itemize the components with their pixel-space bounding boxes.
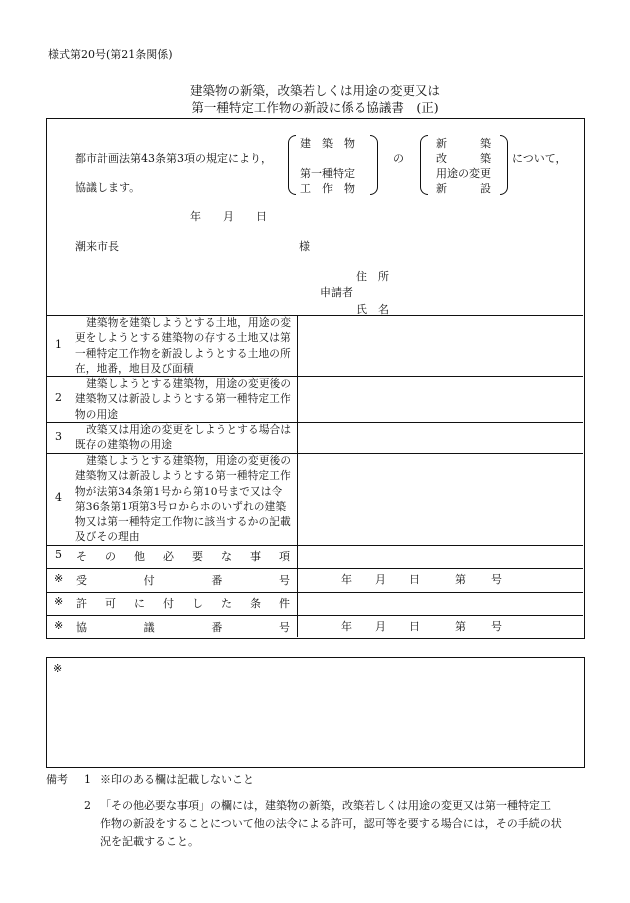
form-number: 様式第20号(第21条関係) (48, 48, 173, 61)
consult-no-label: 協 議 番 号 (76, 621, 290, 634)
note-2-line-3: 況を記載すること。 (100, 835, 199, 848)
row-5-label: そ の 他 必 要 な 事 項 (76, 550, 290, 563)
office-use-mark: ※ (53, 662, 63, 675)
office-use-box (46, 657, 585, 768)
honorific: 様 (299, 240, 310, 253)
permit-value[interactable] (298, 593, 582, 614)
row-5-value[interactable] (298, 546, 582, 567)
receipt-label: 受 付 番 号 (76, 574, 290, 587)
bracket1-line3: 工 作 物 (300, 182, 355, 195)
consult-no-day: 日 (409, 620, 420, 633)
bracket2-line4: 新 設 (436, 182, 491, 195)
connector-no: の (393, 152, 404, 165)
bracket2-line2: 改 築 (436, 152, 491, 165)
permit-label: 許 可 に 付 し た 条 件 (76, 597, 290, 610)
note-2-line-2: 作物の新設をすることについて他の法令による許可，認可等を要する場合には，その手続の状 (100, 817, 562, 830)
bracket2-line3: 用途の変更 (436, 167, 491, 180)
row-2-number: 2 (55, 391, 62, 404)
row-4-value[interactable] (298, 454, 582, 544)
consult-no-go: 号 (491, 620, 502, 633)
title-line-1: 建築物の新築，改築若しくは用途の変更又は (189, 83, 440, 98)
receipt-mark: ※ (54, 572, 64, 585)
date-field: 年 月 日 (190, 210, 267, 223)
row-5-number: 5 (55, 548, 62, 561)
consult-text: 協議します。 (75, 181, 141, 194)
addressee: 潮来市長 (75, 240, 119, 253)
address-label: 住 所 (356, 270, 389, 283)
row-3-value[interactable] (298, 423, 582, 452)
intro-text: 都市計画法第43条第3項の規定により， (75, 152, 272, 165)
note-1-text: ※印のある欄は記載しないこと (100, 773, 254, 786)
left-brace-1 (288, 135, 296, 195)
name-label: 氏 名 (356, 303, 389, 316)
row-2-value[interactable] (298, 377, 582, 421)
consult-no-year: 年 (341, 620, 352, 633)
consult-no-mark: ※ (54, 619, 64, 632)
receipt-month: 月 (375, 573, 386, 586)
row-3-number: 3 (55, 430, 62, 443)
permit-mark: ※ (54, 595, 64, 608)
title-line-2: 第一種特定工作物の新設に係る協議書 (正) (191, 100, 439, 115)
note-2-number: 2 (84, 799, 91, 812)
consult-no-month: 月 (375, 620, 386, 633)
row-1-value[interactable] (298, 316, 582, 375)
left-brace-2 (420, 135, 428, 195)
row-4-label: 建築しようとする建築物，用途の変更後の建築物又は新設しようとする第一種特定工作物が法第34条第1号から第10号まで又は令第36条第1項第3号ロからホのいずれの建築物又は第一種特定工作物に該当するかの記載及びその理由 (75, 455, 292, 544)
bracket1-line1: 建 築 物 (300, 137, 355, 150)
bracket2-line1: 新 築 (436, 137, 491, 150)
bracket1-line2: 第一種特定 (300, 167, 355, 180)
right-brace-2 (500, 135, 508, 195)
note-1-number: 1 (84, 773, 91, 786)
consult-no-dai: 第 (455, 620, 466, 633)
receipt-go: 号 (491, 573, 502, 586)
row-3-label: 改築又は用途の変更をしようとする場合は既存の建築物の用途 (75, 424, 292, 452)
note-2-line-1: 「その他必要な事項」の欄には，建築物の新築，改築若しくは用途の変更又は第一種特定工 (100, 799, 551, 812)
row-1-label: 建築物を建築しようとする土地，用途の変更をしようとする建築物の存する土地又は第一種特定工作物を新設しようとする土地の所在，地番，地目及び面積 (75, 317, 292, 375)
right-brace-1 (370, 135, 378, 195)
row-1-number: 1 (55, 338, 62, 351)
notes-label: 備考 (46, 773, 68, 786)
applicant-label: 申請者 (320, 286, 353, 299)
receipt-dai: 第 (455, 573, 466, 586)
row-4-number: 4 (55, 491, 62, 504)
row-2-label: 建築しようとする建築物，用途の変更後の建築物又は新設しようとする第一種特定工作物の用途 (75, 378, 292, 421)
receipt-day: 日 (409, 573, 420, 586)
suffix-text: について， (512, 152, 567, 165)
receipt-year: 年 (341, 573, 352, 586)
